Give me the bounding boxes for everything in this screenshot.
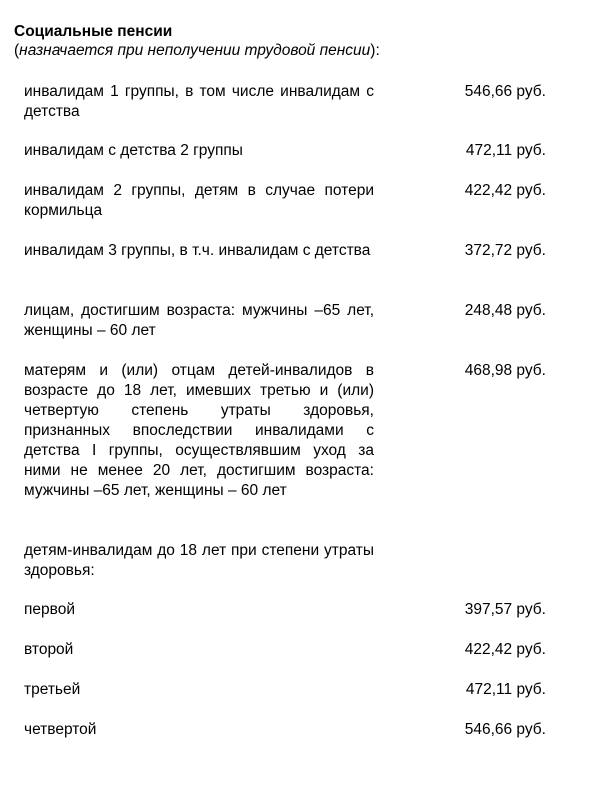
pension-row [24, 640, 546, 660]
subtitle-paren-open: ( [14, 42, 20, 59]
pension-row [24, 600, 546, 620]
pension-amount: 546,66 руб. [464, 83, 546, 100]
pension-description: четвертой [24, 721, 97, 738]
pension-description: детям-инвалидам до 18 лет при степени утраты здоровья: [24, 542, 374, 579]
page-subtitle [14, 41, 380, 61]
pension-row [24, 141, 546, 161]
pension-description: инвалидам 2 группы, детям в случае потери кормильца [24, 182, 374, 219]
pension-amount: 472,11 руб. [465, 142, 546, 159]
pension-description: инвалидам с детства 2 группы [24, 142, 243, 159]
pension-description: второй [24, 641, 74, 658]
pension-amount: 248,48 руб. [464, 302, 546, 319]
pension-description: первой [24, 601, 75, 618]
pension-amount: 397,57 руб. [464, 601, 546, 618]
pension-amount: 422,42 руб. [464, 182, 546, 199]
pension-row [24, 82, 546, 122]
pension-description: матерям и (или) отцам детей-инвалидов в возрасте до 18 лет, имевших третью и (или) четвертую степень утраты здоровья, признанных впоследствии инвалидами с детства I группы, осуществлявшим уход за ними не менее 20 лет, достигшим возраста: мужчины –65 лет, женщины – 60 лет [24, 362, 374, 499]
pension-row [24, 181, 546, 221]
pension-amount: 546,66 руб. [464, 721, 546, 738]
pension-row [24, 720, 546, 740]
pension-description: инвалидам 3 группы, в т.ч. инвалидам с детства [24, 242, 371, 259]
pension-amount: 422,42 руб. [464, 641, 546, 658]
pension-row [24, 361, 546, 501]
pension-section-header [24, 541, 546, 581]
pension-row [24, 680, 546, 700]
pension-row [24, 241, 546, 261]
pension-amount: 372,72 руб. [464, 242, 546, 259]
pension-description: лицам, достигшим возраста: мужчины –65 лет, женщины – 60 лет [24, 302, 374, 339]
pension-description: инвалидам 1 группы, в том числе инвалидам с детства [24, 83, 374, 120]
pension-description: третьей [24, 681, 81, 698]
page-title: Социальные пенсии [14, 23, 173, 40]
pension-amount: 468,98 руб. [464, 362, 546, 379]
subtitle-paren-close: ): [370, 42, 380, 59]
pension-amount: 472,11 руб. [465, 681, 546, 698]
pension-row [24, 301, 546, 341]
subtitle-text: назначается при неполучении трудовой пенсии [19, 42, 371, 59]
